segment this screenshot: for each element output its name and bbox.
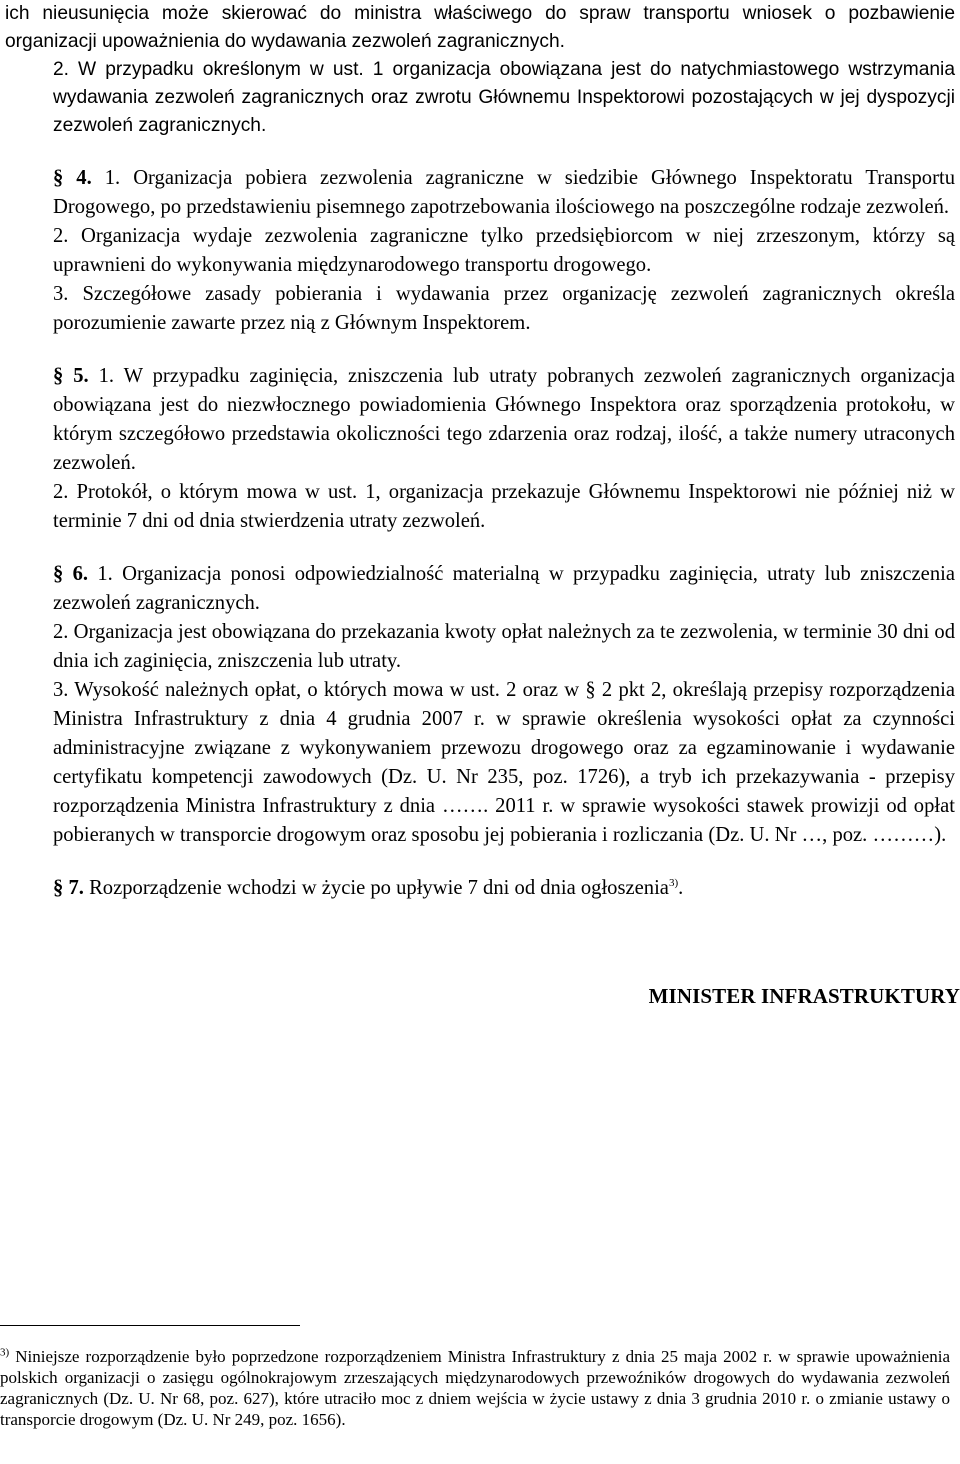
section-mark: § (53, 563, 64, 585)
section-4-paragraph-3: 3. Szczegółowe zasady pobierania i wydawania przez organizację zezwoleń zagranicznych określa porozumienie zawarte przez nią z Głównym Inspektorem. (53, 283, 955, 334)
footnote-body: Niniejsze rozporządzenie było poprzedzone rozporządzeniem Ministra Infrastruktury z dnia 25 maja 2002 r. w sprawie upoważnienia polskich organizacji o zasięgu ogólnokrajowym zrzeszających międzynarodowych przewoźników drogowych do wydawania zezwoleń zagranicznych (Dz. U. Nr 68, poz. 627), które utraciło moc z dniem wejścia w życie ustawy z dnia 3 grudnia 2010 r. o zmianie ustawy o transporcie drogowym (Dz. U. Nr 249, poz. 1656). (0, 1347, 950, 1429)
section-4-heading (53, 167, 92, 189)
section-6-paragraph-3: 3. Wysokość należnych opłat, o których mowa w ust. 2 oraz w § 2 pkt 2, określają przepisy rozporządzenia Ministra Infrastruktury z dnia 4 grudnia 2007 r. w sprawie określenia wysokości opłat za czynności administracyjne związane z wykonywaniem przewozu drogowego oraz za egzaminowanie i wydawanie certyfikatu kompetencji zawodowych (Dz. U. Nr 235, poz. 1726), a tryb ich przekazywania - przepisy rozporządzenia Ministra Infrastruktury z dnia ……. 2011 r. w sprawie wysokości stawek prowizji od opłat pobieranych w transporcie drogowym oraz sposobu jej pobierania i rozliczania (Dz. U. Nr …, poz. ………). (53, 679, 955, 846)
section-4-paragraph-2: 2. Organizacja wydaje zezwolenia zagraniczne tylko przedsiębiorcom w niej zrzeszonym, którzy są uprawnieni do wykonywania międzynarodowego transportu drogowego. (53, 225, 955, 276)
section-7-period: . (678, 877, 684, 899)
section-7-paragraph (5, 874, 955, 903)
section-7 (5, 874, 955, 903)
section-4-paragraph-1 (5, 164, 955, 222)
paragraph-continuation: ich nieusunięcia może skierować do ministra właściwego do spraw transportu wniosek o pozbawienie organizacji upoważnienia do wydawania zezwoleń zagranicznych. (5, 3, 955, 52)
section-number: 5. (73, 365, 89, 387)
section-5-paragraph-1 (5, 362, 955, 478)
section-5-text-1: 1. W przypadku zaginięcia, zniszczenia lub utraty pobranych zezwoleń zagranicznych organizacja obowiązana jest do niezwłocznego powiadomienia Głównego Inspektora oraz sporządzenia protokołu, w którym szczegółowo przedstawia okoliczności tego zdarzenia oraz rodzaj, ilość, a także numery utraconych zezwoleń. (53, 365, 955, 474)
footnote (0, 1346, 950, 1430)
footnote-divider (0, 1325, 300, 1326)
section-6-paragraph-1 (5, 560, 955, 618)
section-number: 6. (72, 563, 89, 585)
section-6-heading (53, 563, 88, 585)
document-page (5, 0, 955, 903)
section-7-heading (53, 877, 84, 899)
section-6-text-1: 1. Organizacja ponosi odpowiedzialność materialną w przypadku zaginięcia, utraty lub zniszczenia zezwoleń zagranicznych. (53, 563, 955, 614)
section-4 (5, 164, 955, 338)
section-mark: § (53, 365, 64, 387)
footnote-text (0, 1346, 950, 1430)
paragraph-2: 2. W przypadku określonym w ust. 1 organizacja obowiązana jest do natychmiastowego wstrzymania wydawania zezwoleń zagranicznych oraz zwrotu Głównemu Inspektorowi pozostających w jej dyspozycji zezwoleń zagranicznych. (53, 59, 955, 136)
section-number: 7. (68, 877, 84, 899)
section-6 (5, 560, 955, 850)
signature-block (649, 982, 960, 1011)
footnote-marker: 3) (0, 1346, 10, 1359)
section-7-text: Rozporządzenie wchodzi w życie po upływie 7 dni od dnia ogłoszenia (89, 877, 669, 899)
section-6-paragraph-2: 2. Organizacja jest obowiązana do przekazania kwoty opłat należnych za te zezwolenia, w terminie 30 dni od dnia ich zaginięcia, zniszczenia lub utraty. (53, 621, 955, 672)
section-5 (5, 362, 955, 536)
section-5-heading (53, 365, 89, 387)
section-4-text-1: 1. Organizacja pobiera zezwolenia zagraniczne w siedzibie Głównego Inspektoratu Transportu Drogowego, po przedstawieniu pisemnego zapotrzebowania ilościowego na poszczególne rodzaje zezwoleń. (53, 167, 955, 218)
section-number: 4. (76, 167, 92, 189)
signature-title: MINISTER INFRASTRUKTURY (648, 984, 960, 1008)
section-5-paragraph-2: 2. Protokół, o którym mowa w ust. 1, organizacja przekazuje Głównemu Inspektorowi nie później niż w terminie 7 dni od dnia stwierdzenia utraty zezwoleń. (53, 481, 955, 532)
top-text-block (5, 0, 955, 140)
section-mark: § (53, 877, 64, 899)
section-mark: § (53, 167, 64, 189)
footnote-reference: 3) (668, 877, 679, 890)
